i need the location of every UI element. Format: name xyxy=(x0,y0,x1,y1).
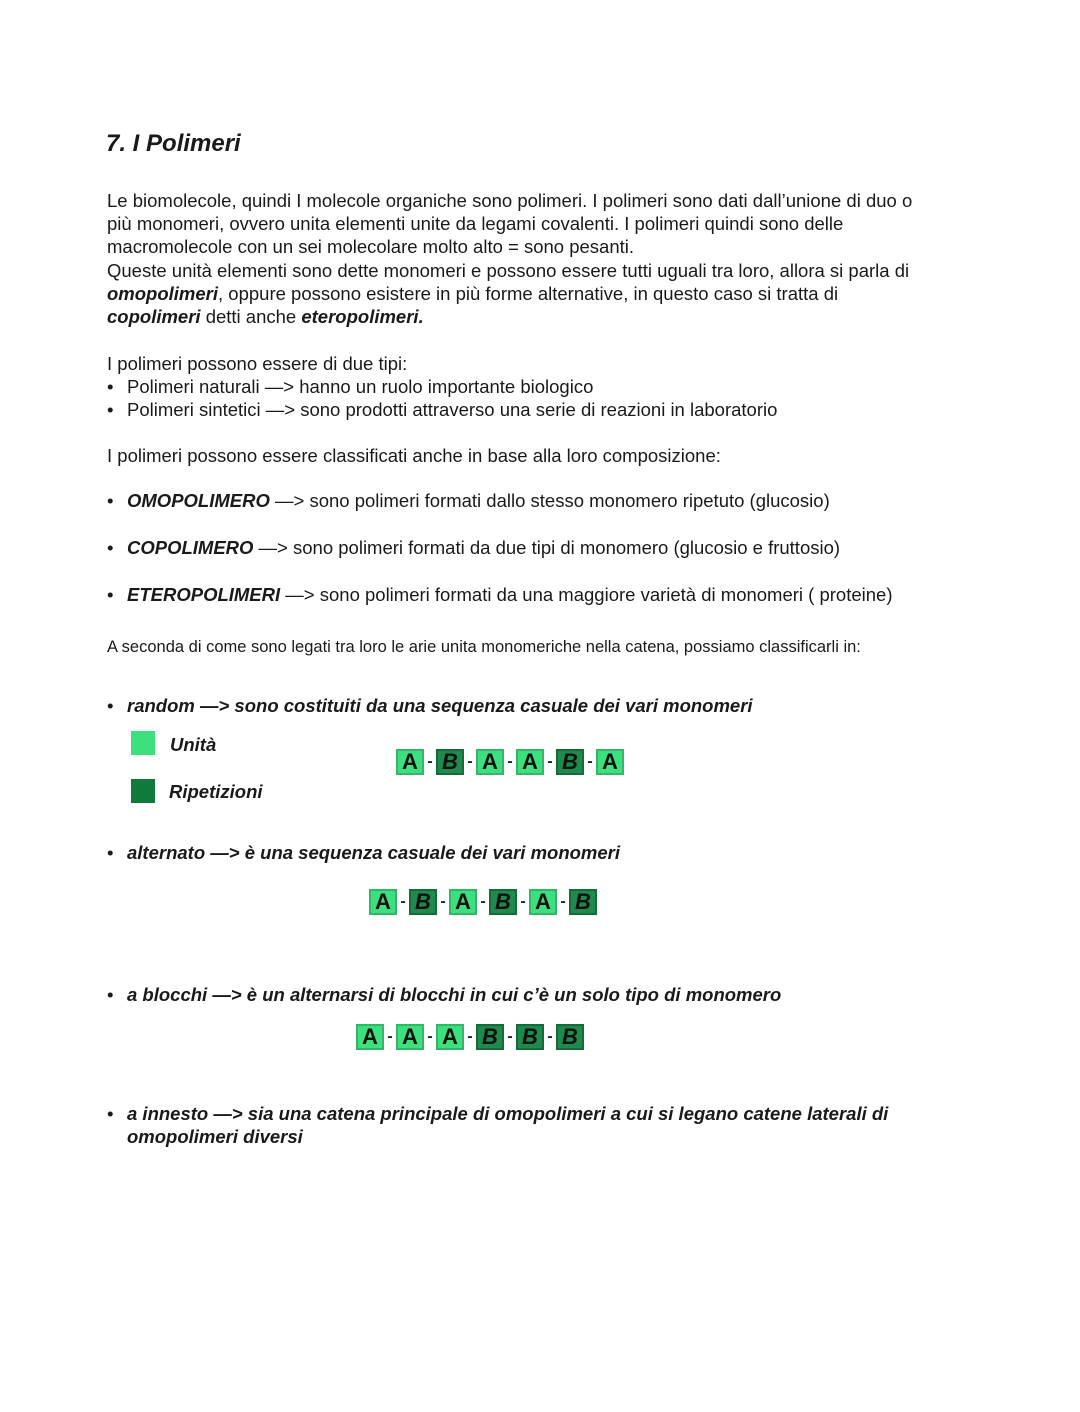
monomer-b: B xyxy=(476,1024,504,1050)
intro-line xyxy=(107,282,987,305)
bullet-icon: • xyxy=(107,1103,114,1124)
list-item xyxy=(107,398,777,421)
chain-bond: - xyxy=(400,893,406,910)
monomer-a: A xyxy=(529,889,557,915)
list-item xyxy=(107,375,593,398)
intro-line xyxy=(107,305,987,328)
list-item-text: —> sono polimeri formati da due tipi di monomero (glucosio e fruttosio) xyxy=(253,537,841,558)
intro-text: detti anche xyxy=(200,306,302,328)
chain-bond: - xyxy=(467,1028,473,1045)
term-copolimeri: copolimeri xyxy=(107,306,201,328)
chain-bond: - xyxy=(560,893,566,910)
page-title: 7. I Polimeri xyxy=(106,130,241,157)
bullet-icon: • xyxy=(107,984,114,1005)
chain-bond: - xyxy=(467,753,473,770)
intro-paragraph xyxy=(107,189,987,328)
chain-bond: - xyxy=(507,1028,513,1045)
list-item-innesto xyxy=(107,1102,888,1148)
monomer-b: B xyxy=(569,889,597,915)
intro-end: . xyxy=(418,306,424,328)
bullet-icon: • xyxy=(107,842,114,863)
chain-bond: - xyxy=(427,753,433,770)
monomer-b: B xyxy=(409,889,437,915)
linkage-heading: A seconda di come sono legati tra loro le arie unita monomeriche nella catena, possiamo classificarli in: xyxy=(107,638,861,656)
monomer-a: A xyxy=(596,749,624,775)
list-item-random xyxy=(107,695,753,717)
monomer-b: B xyxy=(516,1024,544,1050)
monomer-a: A xyxy=(449,889,477,915)
list-item-blocchi xyxy=(107,984,781,1006)
chain-blocchi xyxy=(356,1024,584,1050)
chain-bond: - xyxy=(440,893,446,910)
bullet-icon: • xyxy=(107,695,114,716)
chain-bond: - xyxy=(507,753,513,770)
list-item xyxy=(107,584,892,606)
bullet-icon: • xyxy=(107,490,114,511)
types-heading: I polimeri possono essere di due tipi: xyxy=(107,353,408,374)
term-eteropolimeri: eteropolimeri xyxy=(301,306,419,328)
list-item xyxy=(107,490,830,512)
monomer-b: B xyxy=(556,1024,584,1050)
chain-bond: - xyxy=(547,753,553,770)
chain-bond: - xyxy=(587,753,593,770)
monomer-a: A xyxy=(396,749,424,775)
bullet-icon: • xyxy=(107,584,114,605)
list-item-text: a blocchi —> è un alternarsi di blocchi in cui c’è un solo tipo di monomero xyxy=(127,984,782,1005)
chain-bond: - xyxy=(387,1028,393,1045)
term-copolimero: COPOLIMERO xyxy=(127,537,254,558)
list-item-text: —> sono polimeri formati da una maggiore varietà di monomeri ( proteine) xyxy=(280,584,893,605)
monomer-a: A xyxy=(396,1024,424,1050)
legend-label-repeat: Ripetizioni xyxy=(169,781,263,802)
monomer-a: A xyxy=(369,889,397,915)
chain-bond: - xyxy=(480,893,486,910)
list-item-text: alternato —> è una sequenza casuale dei vari monomeri xyxy=(127,842,620,863)
list-item-text: Polimeri sintetici —> sono prodotti attraverso una serie di reazioni in laboratorio xyxy=(127,399,778,420)
intro-line: Queste unità elementi sono dette monomeri e possono essere tutti uguali tra loro, allora si parla di xyxy=(107,259,910,281)
legend-swatch-unit xyxy=(131,731,155,755)
monomer-a: A xyxy=(516,749,544,775)
list-item-text: random —> sono costituiti da una sequenza casuale dei vari monomeri xyxy=(127,695,753,716)
intro-text: , oppure possono esistere in più forme alternative, in questo caso si tratta di xyxy=(218,282,839,304)
monomer-b: B xyxy=(556,749,584,775)
chain-alternato xyxy=(369,889,597,915)
bullet-icon: • xyxy=(107,376,114,397)
bullet-icon: • xyxy=(107,399,114,420)
intro-line: più monomeri, ovvero unita elementi unite da legami covalenti. I polimeri quindi sono delle xyxy=(107,213,844,235)
monomer-a: A xyxy=(436,1024,464,1050)
bullet-icon: • xyxy=(107,537,114,558)
term-omopolimeri: omopolimeri xyxy=(107,282,219,304)
intro-line: Le biomolecole, quindi I molecole organiche sono polimeri. I polimeri sono dati dall’unione di duo o xyxy=(107,190,913,211)
monomer-b: B xyxy=(436,749,464,775)
list-item-alternato xyxy=(107,842,620,864)
chain-bond: - xyxy=(547,1028,553,1045)
chain-random xyxy=(396,749,624,775)
monomer-b: B xyxy=(489,889,517,915)
list-item xyxy=(107,537,840,559)
chain-bond: - xyxy=(427,1028,433,1045)
intro-line: macromolecole con un sei molecolare molto alto = sono pesanti. xyxy=(107,236,635,258)
chain-bond: - xyxy=(520,893,526,910)
list-item-text: Polimeri naturali —> hanno un ruolo importante biologico xyxy=(127,376,594,397)
term-eteropolimeri: ETEROPOLIMERI xyxy=(127,584,281,605)
monomer-a: A xyxy=(356,1024,384,1050)
term-omopolimero: OMOPOLIMERO xyxy=(127,490,270,511)
composition-heading: I polimeri possono essere classificati anche in base alla loro composizione: xyxy=(107,445,721,466)
monomer-a: A xyxy=(476,749,504,775)
legend-swatch-repeat xyxy=(131,779,155,803)
list-item-text: a innesto —> sia una catena principale di omopolimeri a cui si legano catene laterali di xyxy=(127,1103,889,1124)
legend-label-unit: Unità xyxy=(170,734,217,755)
list-item-text-cont: omopolimeri diversi xyxy=(127,1126,303,1147)
list-item-text: —> sono polimeri formati dallo stesso monomero ripetuto (glucosio) xyxy=(269,490,830,511)
